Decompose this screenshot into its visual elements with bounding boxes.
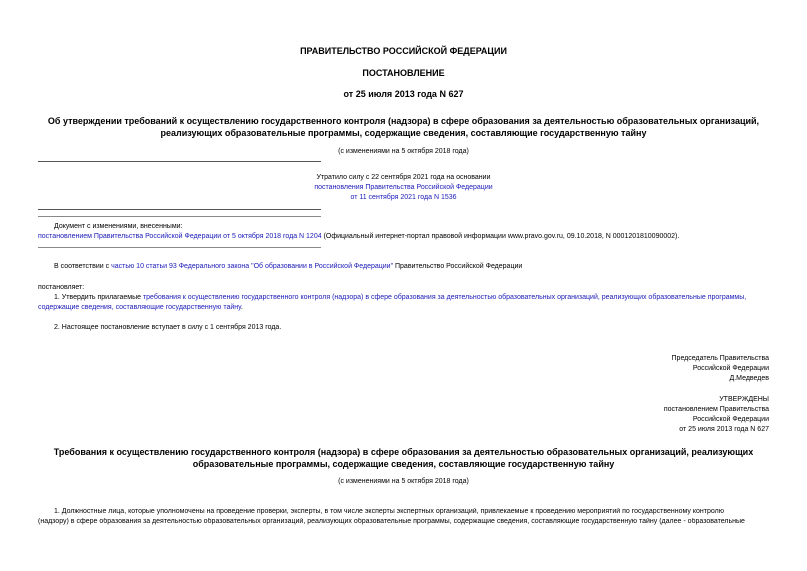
expired-notice: Утратило силу с 22 сентября 2021 года на основании — [316, 174, 491, 181]
divider — [38, 209, 321, 210]
requirements-title-line-1: Требования к осуществлению государственного контроля (надзора) в сфере образования за деятельностью образовательных организаций, реализующих — [53, 447, 754, 457]
amendment-publication-source: (Официальный интернет-портал правовой информации www.pravo.gov.ru, 09.10.2018, N 0001201810090002). — [321, 233, 680, 240]
document-title-line-2: реализующих образовательные программы, содержащие сведения, составляющие государственную тайну — [160, 128, 647, 138]
approved-label: УТВЕРЖДЕНЫ — [719, 396, 769, 403]
document-title-line-1: Об утверждении требований к осуществлению государственного контроля (надзора) в сфере образования за деятельностью образовательных организаций, — [47, 116, 760, 126]
req-item-1-line-1: 1. Должностные лица, которые уполномочены на проведение проверки, эксперты, в том числе эксперты экспертных организаций, привлекаемые к проведению мероприятий по государственному контролю — [54, 508, 724, 515]
divider — [38, 161, 321, 162]
amendment-resolution-link[interactable]: постановлением Правительства Российской Федерации от 5 октября 2018 года N 1204 — [38, 233, 322, 240]
requirements-link[interactable]: требования к осуществлению государственного контроля (надзора) в сфере образования за деятельностью образовательных организаций, реализующих образовательные программы, — [142, 294, 747, 301]
requirements-title-line-2: образовательные программы, содержащие сведения, составляющие государственную тайну — [192, 459, 615, 469]
expiry-resolution-link-date[interactable]: от 11 сентября 2021 года N 1536 — [350, 194, 457, 201]
divider — [38, 247, 321, 248]
signature-org: Российской Федерации — [692, 365, 769, 372]
amendments-label: Документ с изменениями, внесенными: — [54, 223, 183, 230]
revision-note-2: (с изменениями на 5 октября 2018 года) — [338, 478, 469, 485]
divider — [38, 216, 321, 217]
req-item-1-line-2: (надзору) в сфере образования за деятельностью образовательных организаций, реализующих образовательные программы, содержащие сведения, составляющие государственную тайну (далее - образовательные — [38, 518, 745, 525]
document-type: ПОСТАНОВЛЕНИЕ — [362, 68, 445, 78]
document-date-number: от 25 июля 2013 года N 627 — [343, 89, 464, 99]
education-law-link[interactable]: частью 10 статьи 93 Федерального закона "Об образовании в Российской Федерации" — [111, 263, 394, 270]
item-2: 2. Настоящее постановление вступает в силу с 1 сентября 2013 года. — [54, 324, 282, 331]
expiry-resolution-link[interactable]: постановления Правительства Российской Федерации — [314, 184, 493, 191]
amendments-line — [38, 233, 679, 240]
item-1-line-2: содержащие сведения, составляющие государственную тайну. — [38, 304, 243, 311]
approved-date: от 25 июля 2013 года N 627 — [679, 426, 769, 433]
approved-org: Российской Федерации — [692, 416, 769, 423]
revision-note: (с изменениями на 5 октября 2018 года) — [338, 148, 469, 155]
requirements-link-continued[interactable]: содержащие сведения, составляющие государственную тайну — [38, 304, 241, 311]
item-1-line-1: 1. Утвердить прилагаемые требования к осуществлению государственного контроля (надзора) в сфере образования за деятельностью образовательных организаций, реализующих образовательные программы, — [54, 294, 747, 301]
signature-name: Д.Медведев — [729, 375, 769, 382]
issuing-authority: ПРАВИТЕЛЬСТВО РОССИЙСКОЙ ФЕДЕРАЦИИ — [300, 46, 507, 56]
preamble: В соответствии с частью 10 статьи 93 Федерального закона "Об образовании в Российской Федерации" Правительство Российской Федерации — [54, 263, 523, 270]
resolves-text: постановляет: — [38, 284, 85, 291]
signature-title: Председатель Правительства — [671, 355, 769, 362]
approved-by: постановлением Правительства — [663, 406, 769, 413]
